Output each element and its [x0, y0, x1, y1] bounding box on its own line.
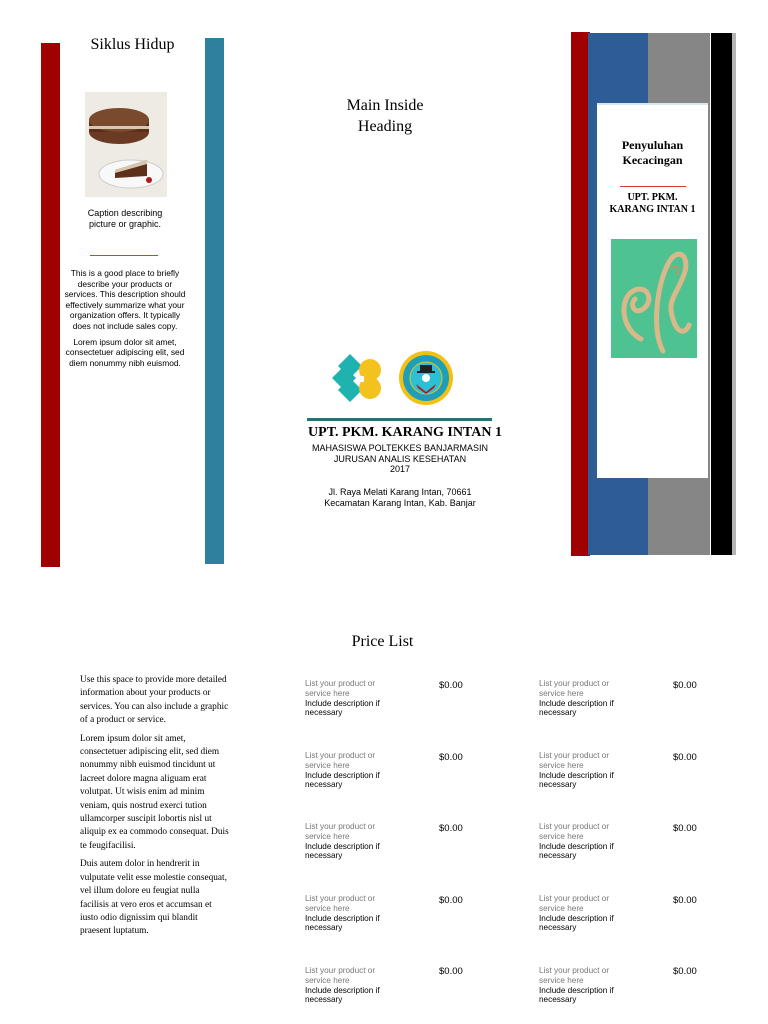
cover-subtitle-line-1: UPT. PKM. — [627, 192, 678, 203]
price-item-description: Include description if necessary — [305, 698, 380, 718]
cake-photo — [85, 92, 167, 197]
organization-subtitle — [300, 443, 500, 475]
price-item-description: Include description if necessary — [305, 770, 380, 790]
price-item-description: Include description if necessary — [539, 985, 614, 1005]
cover-title-line-1: Penyuluhan — [621, 138, 684, 152]
worm-photo — [611, 239, 697, 358]
price-item-name: List your product or service here — [539, 679, 610, 698]
price-item — [539, 966, 635, 1005]
price-value: $0.00 — [439, 680, 463, 691]
price-item-description: Include description if necessary — [305, 841, 380, 861]
price-value: $0.00 — [439, 823, 463, 834]
price-item-description: Include description if necessary — [539, 698, 614, 718]
price-item-description: Include description if necessary — [305, 985, 380, 1005]
price-item — [305, 894, 401, 933]
left-red-border — [41, 43, 60, 567]
main-heading-line-1: Main Inside — [346, 97, 424, 114]
price-item-description: Include description if necessary — [539, 841, 614, 861]
price-item-name: List your product or service here — [539, 822, 610, 841]
cover-edge-stripe — [732, 33, 736, 555]
price-value: $0.00 — [673, 823, 697, 834]
price-value: $0.00 — [673, 895, 697, 906]
price-item-description: Include description if necessary — [305, 913, 380, 933]
price-item — [305, 679, 401, 718]
price-item-name: List your product or service here — [539, 966, 610, 985]
price-item — [539, 679, 635, 718]
org-line-2: JURUSAN ANALIS KESEHATAN — [333, 453, 467, 464]
price-value: $0.00 — [673, 752, 697, 763]
left-divider — [90, 255, 158, 256]
main-heading-line-2: Heading — [357, 118, 413, 135]
description-paragraph-1: This is a good place to briefly describe your products or services. This description should effectively summarize what your organization offers. It typically does not include sales copy. — [64, 268, 186, 331]
price-item — [539, 822, 635, 861]
price-item-description: Include description if necessary — [539, 913, 614, 933]
poltekkes-logo — [398, 350, 454, 406]
left-panel-title: Siklus Hidup — [90, 36, 175, 53]
cover-title-line-2: Kecacingan — [622, 153, 683, 167]
kemenkes-logo — [330, 348, 386, 404]
org-line-1: MAHASISWA POLTEKKES BANJARMASIN — [311, 443, 489, 453]
price-item-name: List your product or service here — [305, 679, 376, 698]
organization-title: UPT. PKM. KARANG INTAN 1 — [308, 425, 502, 440]
price-item-name: List your product or service here — [305, 751, 376, 770]
description-paragraph-2: Lorem ipsum dolor sit amet, consectetuer adipiscing elit, sed diem nonummy nibh euismod. — [65, 336, 185, 368]
price-item — [539, 894, 635, 933]
price-value: $0.00 — [439, 752, 463, 763]
price-item-name: List your product or service here — [539, 894, 610, 913]
cover-divider — [620, 186, 686, 187]
photo-caption: Caption describing picture or graphic. — [87, 208, 163, 229]
price-value: $0.00 — [439, 966, 463, 977]
body-paragraph-1: Use this space to provide more detailed information about your products or services. You can also include a graphic of a product or service. — [80, 675, 229, 726]
price-value: $0.00 — [673, 680, 697, 691]
body-paragraph-2: Lorem ipsum dolor sit amet, consectetuer adipiscing elit, sed diem nonummy nibh euismod tincidunt ut lacreet dolore magna aliguam erat volutpat. Ut wisis enim ad minim veniam, quis nostrud exerci tution ullamcorper suscipit lobortis nisl ut aliquip ex ea commodo consequat. Duis te feugifacilisi. — [80, 733, 229, 851]
price-value: $0.00 — [439, 895, 463, 906]
price-item — [539, 751, 635, 790]
left-teal-border — [205, 38, 224, 564]
address-line-2: Kecamatan Karang Intan, Kab. Banjar — [324, 498, 476, 508]
price-item-name: List your product or service here — [305, 894, 376, 913]
price-item — [305, 822, 401, 861]
middle-divider — [307, 418, 492, 421]
price-item-name: List your product or service here — [305, 966, 376, 985]
cover-title — [600, 138, 705, 168]
cover-black-stripe — [711, 33, 732, 555]
address-line-1: Jl. Raya Melati Karang Intan, 70661 — [328, 487, 472, 497]
price-item-name: List your product or service here — [305, 822, 376, 841]
org-line-3: 2017 — [389, 464, 411, 474]
price-item-name: List your product or service here — [539, 751, 610, 770]
price-item-description: Include description if necessary — [539, 770, 614, 790]
price-item — [305, 966, 401, 1005]
cover-subtitle-line-2: KARANG INTAN 1 — [609, 204, 696, 215]
price-value: $0.00 — [673, 966, 697, 977]
price-section-body — [80, 674, 230, 944]
body-paragraph-3: Duis autem dolor in hendrerit in vulputate velit esse molestie consequat, vel illum dolore eu feugiat nulla facilisis at vero eros et accumsan et iusto odio dignissim qui blandit praesent luptatum. — [80, 859, 227, 937]
price-list-title: Price List — [351, 633, 414, 650]
organization-address — [300, 487, 500, 509]
main-inside-heading — [320, 95, 450, 137]
price-item — [305, 751, 401, 790]
cover-subtitle — [600, 192, 705, 216]
left-description — [64, 268, 186, 373]
